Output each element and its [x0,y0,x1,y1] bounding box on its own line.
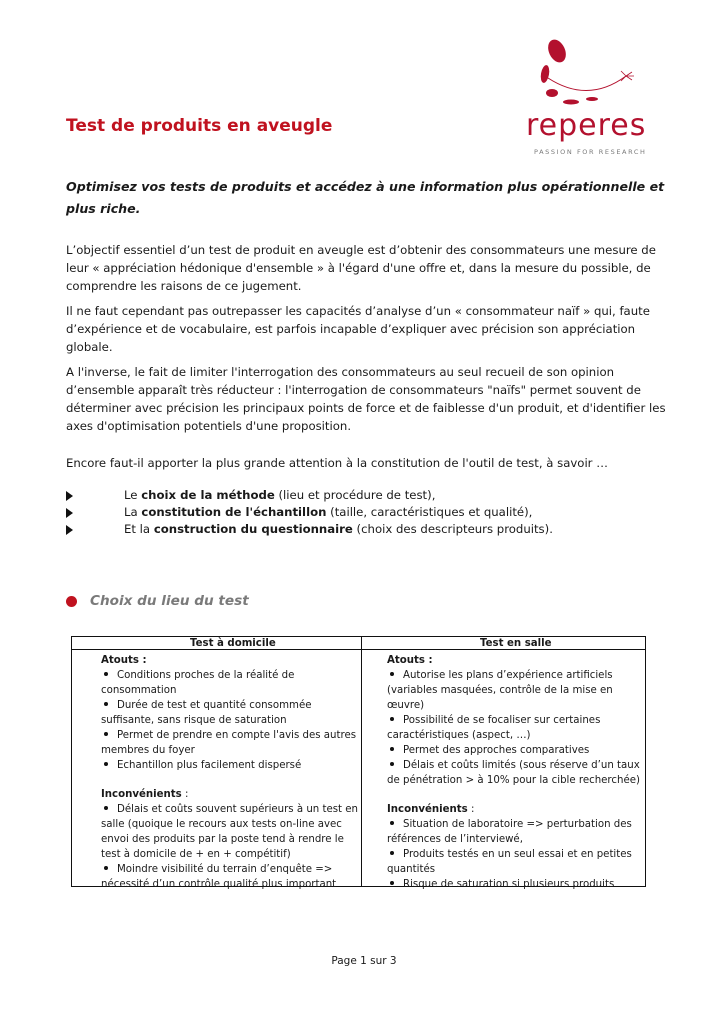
bullet-dot-icon [390,821,394,825]
arrow-bullet-icon [66,491,73,501]
list-item: Risque de saturation si plusieurs produits [387,877,642,892]
method-bullet-list [66,487,676,538]
bullet-dot-icon [390,881,394,885]
list-item: Permet de prendre en compte l'avis des autres membres du foyer [101,730,357,756]
logo-tagline: PASSION FOR RESEARCH [534,148,647,156]
bullet-text: La constitution de l'échantillon (taille, caractéristiques et qualité), [124,505,533,519]
list-item: Durée de test et quantité consommée suffisante, sans risque de saturation [101,700,312,726]
list-item: Echantillon plus facilement dispersé [101,758,359,773]
list-item: Autorise les plans d’expérience artificiels (variables masquées, contrôle de la mise en œuvre) [387,670,613,711]
arrow-bullet-icon [66,508,73,518]
bullet-dot-icon [104,866,108,870]
list-item: Permet des approches comparatives [387,743,642,758]
bullet-text: Et la construction du questionnaire (choix des descripteurs produits). [124,522,553,536]
table-header-divider [72,649,645,650]
list-item: Possibilité de se focaliser sur certaines caractéristiques (aspect, …) [387,715,601,741]
inconvenients-label: Inconvénients : [101,789,189,800]
bullet-dot-icon [390,747,394,751]
paragraph-1: L’objectif essentiel d’un test de produit en aveugle est d’obtenir des consommateurs une mesure de leur « appréciation hédonique d'ensemble » à l'égard d'une offre et, dans la mesure du possible, de comprendre les raisons de ce jugement. [66,243,656,293]
bullet-item [66,487,676,504]
bullet-dot-icon [104,702,108,706]
table-column-venue [387,653,642,892]
logo-wordmark: reperes [526,108,647,143]
table-column-home [101,653,359,892]
atouts-label: Atouts : [101,655,147,666]
document-subtitle: Optimisez vos tests de produits et accédez à une information plus opérationnelle et plus riche. [66,179,665,216]
bullet-item [66,521,676,538]
list-item: Délais et coûts souvent supérieurs à un test en salle (quoique le recours aux tests on-line avec envoi des produits par la poste tend à rendre le test à domicile de + en + compétitif) [101,804,359,860]
table-header-venue: Test en salle [480,638,552,649]
list-item: Délais et coûts limités (sous réserve d’un taux de pénétration > à 10% pour la cible recherchée) [387,760,640,786]
bullet-text: Le choix de la méthode (lieu et procédure de test), [124,488,436,502]
comparison-table [71,636,646,890]
reperes-logo [508,28,668,158]
paragraph-3: A l'inverse, le fait de limiter l'interrogation des consommateurs au seul recueil de son opinion d’ensemble apparaît très réducteur : l'interrogation de consommateurs "naïfs" permet souvent de déterminer avec précision les principaux points de force et de faiblesse d'un produit, et d'identifier les axes d'optimisation potentiels d'une proposition. [66,365,666,433]
bullet-item [66,504,676,521]
list-item: Conditions proches de la réalité de consommation [101,670,295,696]
paragraph-4: Encore faut-il apporter la plus grande attention à la constitution de l'outil de test, à savoir … [66,456,608,470]
bullet-dot-icon [104,806,108,810]
bullet-dot-icon [390,672,394,676]
bullet-dot-icon [390,851,394,855]
list-item: Situation de laboratoire => perturbation des références de l’interviewé, [387,819,632,845]
bullet-dot-icon [104,672,108,676]
list-item: Moindre visibilité du terrain d’enquête => nécessité d’un contrôle qualité plus important [101,864,337,890]
section-dot-icon [66,596,77,607]
bullet-dot-icon [390,717,394,721]
page-number: Page 1 sur 3 [331,955,397,967]
bullet-dot-icon [104,732,108,736]
list-item: Produits testés en un seul essai et en petites quantités [387,849,632,875]
inconvenients-label: Inconvénients : [387,804,475,815]
document-page: reperes PASSION FOR RESEARCH Test de produits en aveugle Optimisez vos tests de produits et accédez à une information plus opérationnelle et plus riche. L’objectif essentiel d’un test de produit en aveugle est d’obtenir des consommateurs une mesure de leur « appréciation hédonique d'ensemble » à l'égard d'une offre et, dans la mesure du possible, de comprendre les raisons de ce jugement. Il ne faut cependant pas outrepasser les capacités d’analyse d’un « consommateur naïf » qui, faute d’expérience et de vocabulaire, est parfois incapable d’expliquer avec précision son appréciation globale. A l'inverse, le fait de limiter l'interrogation des consommateurs au seul recueil de son opinion d’ensemble apparaît très réducteur : l'interrogation de consommateurs "naïfs" permet souvent de déterminer avec précision les principaux points de force et de faiblesse d'un produit, et d'identifier les axes d'optimisation potentiels d'une proposition. Encore faut-il apporter la plus grande attention à la constitution de l'outil de test, à savoir … Le choix de la méthode (lieu et procédure de test), La constitution de l'échantillon (taille, caractéristiques et qualité), Et la construction du questionnaire (choix des descripteurs produits). Choix du lieu du test Test à domicile Test en salle Atouts : Conditions proches de la réalité de consommation Durée de test et quantité consommée suffisante, sans risque de saturation Permet de prendre en compte l'avis des autres membres du foyer Echantillon plus facilement dispersé Inconvénients : Délais et coûts souvent supérieurs à un test en salle (quoique le recours aux tests on-line avec envoi des produits par la poste tend à rendre le test à domicile de + en + compétitif) Moindre visibilité du terrain d’enquête => nécessité d’un contrôle qualité plus important Atouts : Autorise les plans d’expérience artificiels (variables masquées, contrôle de la mise en œuvre) Possibilité de se focaliser sur certaines caractéristiques (aspect, …) Permet des approches comparatives Délais et coûts limités (sous réserve d’un taux de pénétration > à 10% pour la cible recherchée) Inconvénients : Situation de laboratoire => perturbation des références de l’interviewé, Produits testés en un seul essai et en petites quantités Risque de saturation si plusieurs produits Page 1 sur 3 [0,0,728,1030]
table-column-divider [361,637,362,886]
atouts-label: Atouts : [387,655,433,666]
table-header-home: Test à domicile [190,638,276,649]
arrow-bullet-icon [66,525,73,535]
bullet-dot-icon [104,762,108,766]
bullet-dot-icon [390,762,394,766]
logo-mark-icon [508,28,668,118]
paragraph-2: Il ne faut cependant pas outrepasser les capacités d’analyse d’un « consommateur naïf » qui, faute d’expérience et de vocabulaire, est parfois incapable d’expliquer avec précision son appréciation globale. [66,304,650,354]
document-title: Test de produits en aveugle [66,116,333,136]
